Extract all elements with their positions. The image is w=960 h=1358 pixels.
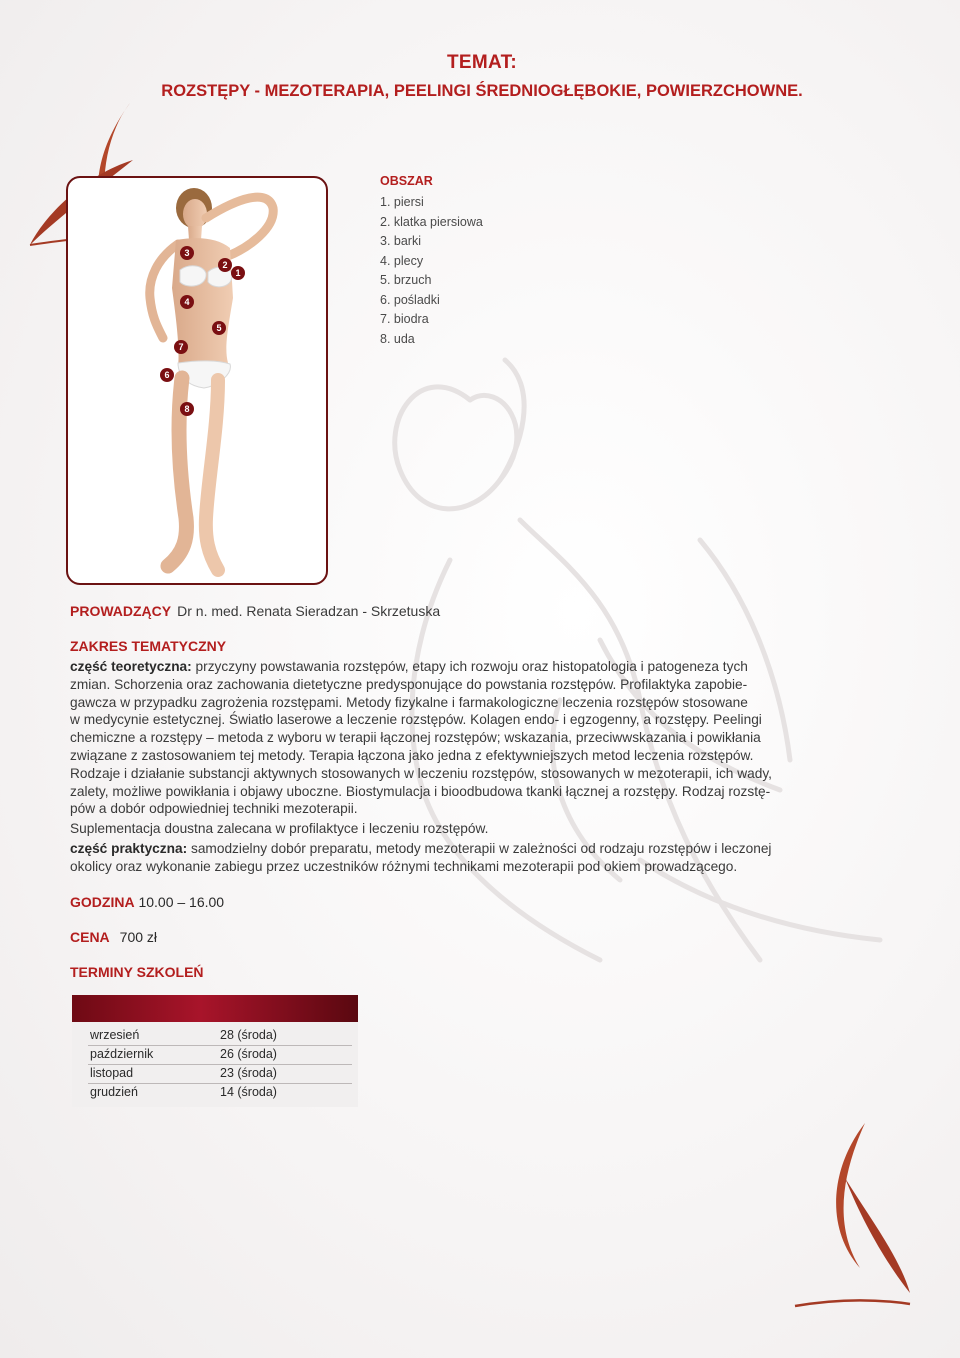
page-title: TEMAT: bbox=[446, 52, 518, 73]
theory-label: część teoretyczna: bbox=[70, 659, 192, 674]
theory-text: pów a dobór odpowiedniej techniki mezoterapii. bbox=[70, 801, 358, 817]
area-item: 7. biodra bbox=[380, 312, 429, 326]
marker-2: 2 bbox=[218, 258, 232, 272]
terms-title-row bbox=[70, 964, 204, 980]
body-photo bbox=[66, 176, 328, 585]
marker-7: 7 bbox=[174, 340, 188, 354]
date-month: październik bbox=[90, 1047, 154, 1061]
practice-text: samodzielny dobór preparatu, metody mezoterapii w zależności od rodzaju rozstępów i leczonej bbox=[187, 840, 772, 856]
date-day: 26 (środa) bbox=[220, 1047, 277, 1061]
area-item: 5. brzuch bbox=[380, 273, 432, 287]
area-item: 3. barki bbox=[380, 234, 421, 248]
theory-text: Rodzaje i działanie substancji aktywnych stosowanych w leczeniu rozstępów, stosowanych w mezoterapii, ich wady, bbox=[70, 765, 772, 781]
table-row bbox=[88, 1045, 352, 1065]
marker-4: 4 bbox=[180, 295, 194, 309]
practice-text: okolicy oraz wykonanie zabiegu przez uczestników różnymi technikami mezoterapii pod okiem prowadzącego. bbox=[70, 858, 738, 874]
theory-text: gawcza w przypadku zagrożenia rozstępami. Metody fizykalne i farmakologiczne leczenia rozstępów stosowane bbox=[70, 694, 748, 710]
area-title: OBSZAR bbox=[380, 174, 433, 188]
theory-text: związane z zastosowaniem tej metody. Terapia łączona jako jedna z efektywniejszych metod leczenia rozstępów. bbox=[70, 747, 754, 763]
date-day: 28 (środa) bbox=[220, 1028, 277, 1042]
marker-6: 6 bbox=[160, 368, 174, 382]
area-item: 2. klatka piersiowa bbox=[380, 214, 483, 229]
dates-table bbox=[72, 995, 358, 1107]
area-item: 1. piersi bbox=[380, 195, 424, 209]
table-row bbox=[88, 1064, 352, 1084]
scope-description bbox=[70, 658, 920, 876]
price-row bbox=[70, 929, 157, 945]
price-value: 700 zł bbox=[119, 929, 158, 945]
supplement-text: Suplementacja doustna zalecana w profilaktyce i leczeniu rozstępów. bbox=[70, 821, 489, 837]
marker-5: 5 bbox=[212, 321, 226, 335]
area-item: 8. uda bbox=[380, 331, 415, 346]
theory-text: przyczyny powstawania rozstępów, etapy ich rozwoju oraz histopatologia i patogeneza tych bbox=[191, 659, 748, 674]
theory-text: zmian. Schorzenia oraz zachowania dietetyczne predysponujące do powstania rozstępów. Profilaktyka zapobie- bbox=[70, 676, 748, 692]
scope-title-row bbox=[70, 638, 226, 654]
theory-text: w medycynie estetycznej. Światło laserowe a leczenie rozstępów. Kolagen endo- i egzogenny, a rozstępy. Peelingi bbox=[70, 712, 762, 728]
scope-label: ZAKRES TEMATYCZNY bbox=[70, 638, 227, 654]
date-day: 14 (środa) bbox=[220, 1085, 277, 1099]
lecturer-row bbox=[70, 603, 440, 619]
page-subtitle: ROZSTĘPY - MEZOTERAPIA, PEELINGI ŚREDNIOGŁĘBOKIE, POWIERZCHOWNE. bbox=[161, 82, 803, 100]
dates-table-header bbox=[72, 995, 358, 1022]
area-list bbox=[380, 174, 483, 349]
marker-3: 3 bbox=[180, 246, 194, 260]
hours-row bbox=[70, 894, 224, 910]
table-row bbox=[88, 1026, 352, 1046]
area-item: 4. plecy bbox=[380, 253, 424, 268]
terms-label: TERMINY SZKOLEŃ bbox=[70, 964, 204, 980]
date-day: 23 (środa) bbox=[220, 1066, 277, 1080]
lecturer-name: Dr n. med. Renata Sieradzan - Skrzetuska bbox=[177, 603, 441, 619]
theory-text: chemiczne a rozstępy – metoda z wyboru w terapii łączonej rozstępów; wskazania, przeciwwskazania i powikłania bbox=[70, 730, 761, 746]
date-month: listopad bbox=[90, 1066, 134, 1080]
hours-value: 10.00 – 16.00 bbox=[138, 894, 225, 910]
swoosh-decoration-bottom bbox=[790, 1118, 930, 1318]
price-label: CENA bbox=[70, 929, 110, 945]
page-header bbox=[0, 52, 960, 101]
body-figure-illustration bbox=[68, 178, 326, 583]
area-item: 6. pośladki bbox=[380, 292, 440, 307]
marker-8: 8 bbox=[180, 402, 194, 416]
hours-label: GODZINA bbox=[70, 894, 135, 910]
lecturer-label: PROWADZĄCY bbox=[70, 603, 172, 619]
date-month: grudzień bbox=[90, 1085, 138, 1099]
theory-text: zalety, możliwe powikłania i objawy uboczne. Biostymulacja i bioodbudowa tkanki łącznej a rozstępy. Rodzaj rozstę- bbox=[70, 783, 771, 799]
practice-label: część praktyczna: bbox=[70, 840, 188, 856]
date-month: wrzesień bbox=[90, 1028, 140, 1042]
table-row bbox=[88, 1083, 352, 1102]
marker-1: 1 bbox=[231, 266, 245, 280]
